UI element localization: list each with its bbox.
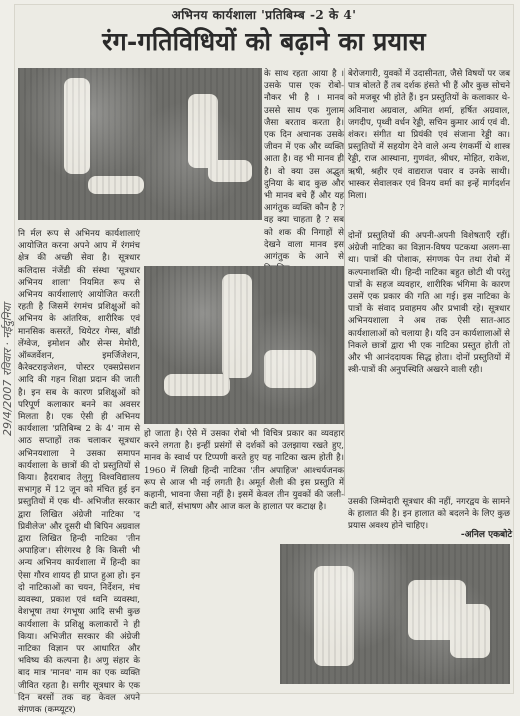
headline: रंग-गतिविधियों को बढ़ाने का प्रयास xyxy=(102,27,426,56)
actor-figure xyxy=(188,94,218,168)
actor-figure xyxy=(264,350,316,388)
photo-stage-scene-bottom xyxy=(280,544,510,684)
text-column-upper-right: बेरोजगारी, युवकों में उदासीनता, जैसे विषयों पर जब पात्र बोलते हैं तब दर्शक हंसते भी हैं और कुछ सोचने को मजबूर भी होते हैं। इन प्रस्तुतियों के कलाकार थे- अविनाश अग्रवाल, अमित शर्मा, हर्षित अग्रवाल, जगदीप, पृथ्वी वर्धन रेड्डी, सचिन कुमार आर्य एवं वी. शंकर। संगीत था प्रियंकी एवं संजाना रेड्डी का। प्रस्तुतियों में सहयोग देने वाले अन्य रंगकर्मी थे शास्त्र रेड्डी, राज आस्थाना, गुणवंत, श्रीधर, मोहित, राकेश, ऋषी, श्रहीर एवं वाद्यराज पवार व उनके साथी। भास्कर सेवालकर एवं विनय वर्मा का इन्हें मार्गदर्शन मिला। xyxy=(348,69,510,202)
actor-figure xyxy=(164,374,230,396)
actor-figure xyxy=(408,580,466,640)
photo-stage-scene-middle xyxy=(144,266,344,424)
actor-figure xyxy=(88,176,144,194)
actor-figure xyxy=(64,78,90,174)
text-column-left xyxy=(18,228,140,715)
text-column-upper-middle: के साथ रहता आया है । उसके पास एक रोबो-नौकर भी है । मानव उससे साथ एक गुलाम जैसा बरताव करता है। एक दिन अचानक उसके जीवन में एक और व्यक्ति आता है। वह भी मानव ही है। वो क्या उस अद्भुत दुनिया के बाद कुछ और भी मानव बचे हैं और यह आगंतुक व्यक्ति कौन है ? वह क्या चाहता है ? सब को शक की निगाहों से देखने वाला मानव इस आगंतुक के आने से xyxy=(264,69,344,263)
newspaper-clipping xyxy=(14,4,514,715)
actor-figure xyxy=(314,566,354,666)
actor-figure xyxy=(450,604,490,658)
text-column-lower-middle: हो जाता है। ऐसे में उसका रोबो भी विचित्र प्रकार का व्यवहार करने लगता है। इन्हीं प्रसंगों से दर्शकों को उलझाया रखते हुए, मानव के स्वार्थ पर टिप्पणी करते हुए यह नाटिका खत्म होती है। 1960 में लिखी हिन्दी नाटिका 'तीन अपाहिज' आश्चर्यजनक रूप से आज भी नई लगती है। अमूर्त शैली की इस प्रस्तुति में कहानी, भावना जैसा नहीं है। इसमें केवल तीन युवकों की जली-कटी बातें, संभाषण और आज कल के हालात पर कटाक्ष है। xyxy=(144,429,344,513)
handwritten-date-note: 29/4/2007 रविवार · नईदुनिया xyxy=(1,303,14,437)
series-title: अभिनय कार्यशाला 'प्रतिबिम्ब -2 के 4' xyxy=(171,8,357,22)
text-column-bottom-middle xyxy=(144,540,274,688)
byline: -अनिल एकबोटे xyxy=(460,530,512,540)
photo-stage-scene-top xyxy=(18,68,262,220)
text-column-mid-right: दोनों प्रस्तुतियों की अपनी-अपनी विशेषताएँ रहीं। अंग्रेजी नाटिका का विज्ञान-विषय पटकथा अलग-सा था। पात्रों की पोशाक, संगणक पेन तथा रोबो में कल्पनाशक्ति थी। हिन्दी नाटिका बहुत छोटी थी परंतु पात्रों के सहज व्यवहार, शारीरिक भंगिमा के कारण उसमें एक प्रकार की गति आ गई। इस नाटिका के पात्रों के संवाद प्रवाहमय और प्रभावी रहे। सूत्रधार अभिनयशाला ने अब तक ऐसी सात-आठ कार्यशालाओं को चलाया है। यदि उन कार्यशालाओं से निकले छात्रों द्वारा भी एक नाटिका प्रस्तुत होती तो और भी आनंददायक सिद्ध होता। दोनों प्रस्तुतियों में स्त्री-पात्रों की अनुपस्थिति अखरने वाली रही। xyxy=(348,231,510,376)
article-body-left: नि र्मल रूप से अभिनय कार्यशालाएं आयोजित करना अपने आप में रंगमंच क्षेत्र की अच्छी सेवा है। सूत्रधार कलिदास नंजेंडी की संस्था 'सूत्रधार अभिनय शाला' नियमित रूप से अभिनय कार्यशालाएं आयोजित करती रहती है जिसमें रंगमंच प्रशिक्षुओं को अभिनय के आंतरिक, शारीरिक एवं मानसिक कसरतें, थियेटर गेम्स, बॉडी लेंग्वेज, इमोशन और सेन्स मेमोरी, ऑब्जर्वेशन, इमर्जिजेशन, कैरेक्टराइजेशन, पोस्टर एक्सप्रेसशन आदि की गहन शिक्षा प्रदान की जाती है। इन सब के कारण प्रशिक्षुओं को परिपूर्ण कलाकार बनने का अवसर मिलता है। एक ऐसी ही अभिनय कार्यशाला 'प्रतिबिम्ब 2 के 4' नाम से आठ सप्ताहों तक चलाकर सूत्रधार अभिनयशाला ने उसका समापन कार्यशाला के छात्रों की दो प्रस्तुतियों से किया। हैदराबाद तेलुगु विश्वविद्यालय सभागृह में 12 जून को मंचित हुई इन प्रस्तुतियों में एक थी- अभिजीत सरकार द्वारा लिखित अंग्रेजी नाटिका 'द प्रिवीलेज' और दूसरी थी बिपिन अग्रवाल द्वारा लिखित हिन्दी नाटिका 'तीन अपाहिज'। सीरंगरथ है कि किसी भी अन्य अभिनय कार्यशाला में हिन्दी का ऐसा गौरव शायद ही प्राप्त हुआ हो। इन दो नाटिकाओं का चयन, निर्देशन, मंच व्यवस्था, प्रकाश एवं ध्वनि व्यवस्था, वेशभूषा तथा रंगभूषा आदि सभी कुछ कार्यशाला के प्रशिक्षु कलाकारों ने ही किया। अभिजीत सरकार की अंग्रेजी नाटिका विज्ञान पर आधारित और भविष्य की कल्पना है। अणु संहार के बाद मात्र 'मानव' नाम का एक व्यक्ति जीवित रहता है। सगीर सूत्रधार के एक दिन बरसों तक वह केवल अपने संगणक (कम्प्यूटर) xyxy=(18,229,140,715)
text-column-lower-right: उसकी जिम्मेदारी सूत्रधार की नहीं, नगरद्वय के सामने के हालात की है। इन हालात को बदलने के लिए कुछ प्रयास अवश्य होने चाहिए। xyxy=(348,497,510,532)
actor-figure xyxy=(208,160,252,182)
actor-figure xyxy=(222,274,252,378)
column-separator xyxy=(344,68,345,496)
